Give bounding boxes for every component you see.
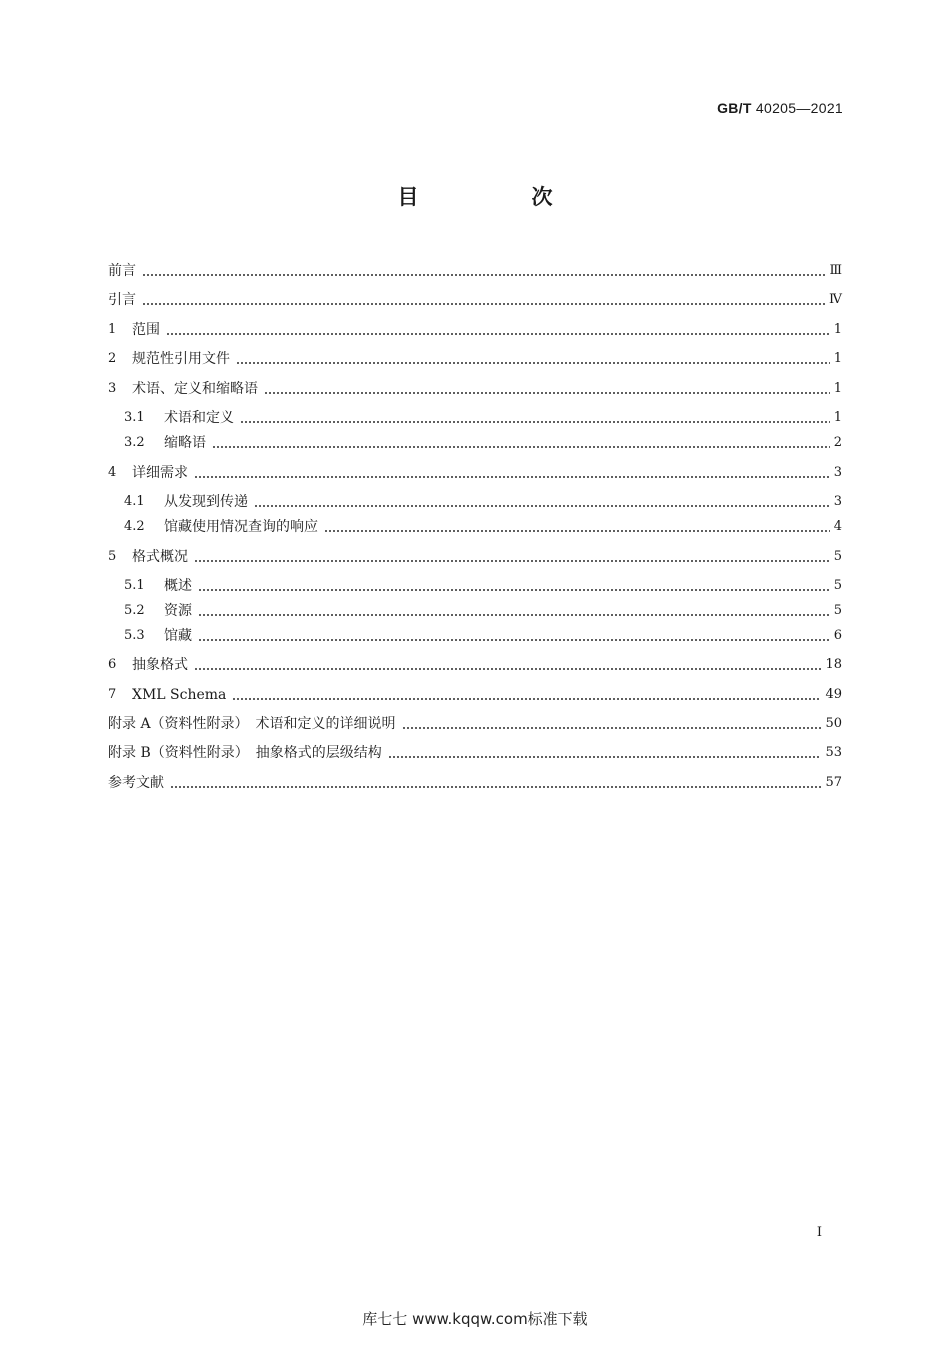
toc-entry-label: 术语、定义和缩略语	[132, 381, 258, 397]
toc-entry-1[interactable]	[108, 318, 842, 340]
toc-entry-number: 4	[108, 465, 117, 480]
toc-entry-3-1[interactable]	[124, 406, 842, 428]
toc-entry-page: 57	[825, 775, 842, 790]
toc-entry-4-2[interactable]	[124, 515, 842, 537]
dot-leader	[402, 727, 822, 729]
toc-entry-label: 缩略语	[164, 435, 206, 451]
toc-entry-foreword[interactable]	[108, 259, 842, 281]
toc-entry-label: 引言	[108, 292, 136, 308]
toc-entry-page: 18	[825, 657, 842, 672]
toc-entry-label: 抽象格式	[132, 657, 188, 673]
toc-entry-number: 3	[108, 381, 117, 396]
toc-entry-label: 从发现到传递	[164, 494, 248, 510]
toc-entry-4[interactable]	[108, 461, 842, 483]
toc-entry-3[interactable]	[108, 377, 842, 399]
toc-entry-page: 4	[833, 519, 842, 534]
toc-entry-page: 53	[825, 745, 842, 760]
toc-entry-5-3[interactable]	[124, 624, 842, 646]
toc-entry-label: 馆藏	[164, 628, 192, 644]
toc-entry-page: 1	[833, 410, 842, 425]
toc-entry-5-1[interactable]	[124, 574, 842, 596]
toc-entry-bibliography[interactable]	[108, 771, 842, 793]
dot-leader	[240, 421, 830, 423]
toc-entry-5-2[interactable]	[124, 599, 842, 621]
toc-entry-number: 3.1	[124, 410, 145, 425]
toc-entry-number: 2	[108, 351, 117, 366]
toc-entry-page: 3	[833, 494, 842, 509]
toc-entry-page: 3	[833, 465, 842, 480]
toc-entry-label: 概述	[164, 578, 192, 594]
toc-entry-label: 资源	[164, 603, 192, 619]
dot-leader	[198, 614, 830, 616]
toc-entry-page: 5	[833, 603, 842, 618]
toc-entry-number: 7	[108, 687, 117, 702]
toc-entry-page: 1	[833, 351, 842, 366]
page-number: Ⅰ	[816, 1225, 822, 1240]
toc-entry-label: 规范性引用文件	[132, 351, 230, 367]
toc-entry-page: 5	[833, 578, 842, 593]
dot-leader	[198, 589, 830, 591]
toc-entry-page: 1	[833, 381, 842, 396]
dot-leader	[194, 476, 830, 478]
toc-entry-label: 格式概况	[132, 549, 188, 565]
toc-entry-6[interactable]	[108, 653, 842, 675]
dot-leader	[194, 560, 830, 562]
toc-entry-label: 前言	[108, 263, 136, 279]
toc-entry-7[interactable]	[108, 683, 842, 705]
toc-entry-page: Ⅲ	[829, 263, 842, 278]
toc-entry-2[interactable]	[108, 347, 842, 369]
dot-leader	[388, 756, 822, 758]
dot-leader	[194, 668, 821, 670]
standard-code: 40205—2021	[755, 100, 843, 116]
toc-entry-5[interactable]	[108, 545, 842, 567]
toc-title: 目 次	[397, 185, 599, 209]
dot-leader	[142, 303, 825, 305]
dot-leader	[236, 362, 830, 364]
dot-leader	[254, 505, 830, 507]
toc-entry-number: 5.1	[124, 578, 145, 593]
dot-leader	[198, 639, 830, 641]
toc-entry-page: 50	[825, 716, 842, 731]
toc-entry-page: 49	[825, 687, 842, 702]
toc-entry-label: 馆藏使用情况查询的响应	[164, 519, 318, 535]
toc-entry-number: 1	[108, 322, 117, 337]
toc-entry-label: XML Schema	[132, 687, 227, 703]
toc-entry-label: 详细需求	[132, 465, 188, 481]
toc-entry-annex-b[interactable]	[108, 741, 842, 763]
toc-entry-label: 附录 B（资料性附录） 抽象格式的层级结构	[108, 745, 382, 761]
toc-entry-3-2[interactable]	[124, 431, 842, 453]
toc-entry-number: 3.2	[124, 435, 145, 450]
toc-entry-label: 附录 A（资料性附录） 术语和定义的详细说明	[108, 716, 396, 732]
dot-leader	[166, 333, 830, 335]
footer-watermark: 库七七 www.kqqw.com标准下载	[362, 1310, 588, 1328]
toc-entry-page: 2	[833, 435, 842, 450]
toc-entry-number: 5.3	[124, 628, 145, 643]
toc-entry-number: 5.2	[124, 603, 145, 618]
dot-leader	[324, 530, 830, 532]
toc-entry-page: Ⅳ	[829, 292, 842, 307]
dot-leader	[212, 446, 830, 448]
toc-entry-number: 4.1	[124, 494, 145, 509]
toc-entry-page: 1	[833, 322, 842, 337]
toc-entry-number: 5	[108, 549, 117, 564]
dot-leader	[170, 786, 821, 788]
toc-entry-page: 5	[833, 549, 842, 564]
dot-leader	[232, 698, 821, 700]
toc-entry-introduction[interactable]	[108, 288, 842, 310]
dot-leader	[142, 274, 825, 276]
toc-entry-number: 6	[108, 657, 117, 672]
toc-entry-label: 范围	[132, 322, 160, 338]
toc-entry-label: 术语和定义	[164, 410, 234, 426]
dot-leader	[264, 392, 830, 394]
toc-entry-page: 6	[833, 628, 842, 643]
standard-prefix: GB/T	[717, 100, 752, 116]
toc-entry-4-1[interactable]	[124, 490, 842, 512]
toc-entry-number: 4.2	[124, 519, 145, 534]
toc-entry-label: 参考文献	[108, 775, 164, 791]
standard-number	[717, 100, 843, 116]
toc-entry-annex-a[interactable]	[108, 712, 842, 734]
